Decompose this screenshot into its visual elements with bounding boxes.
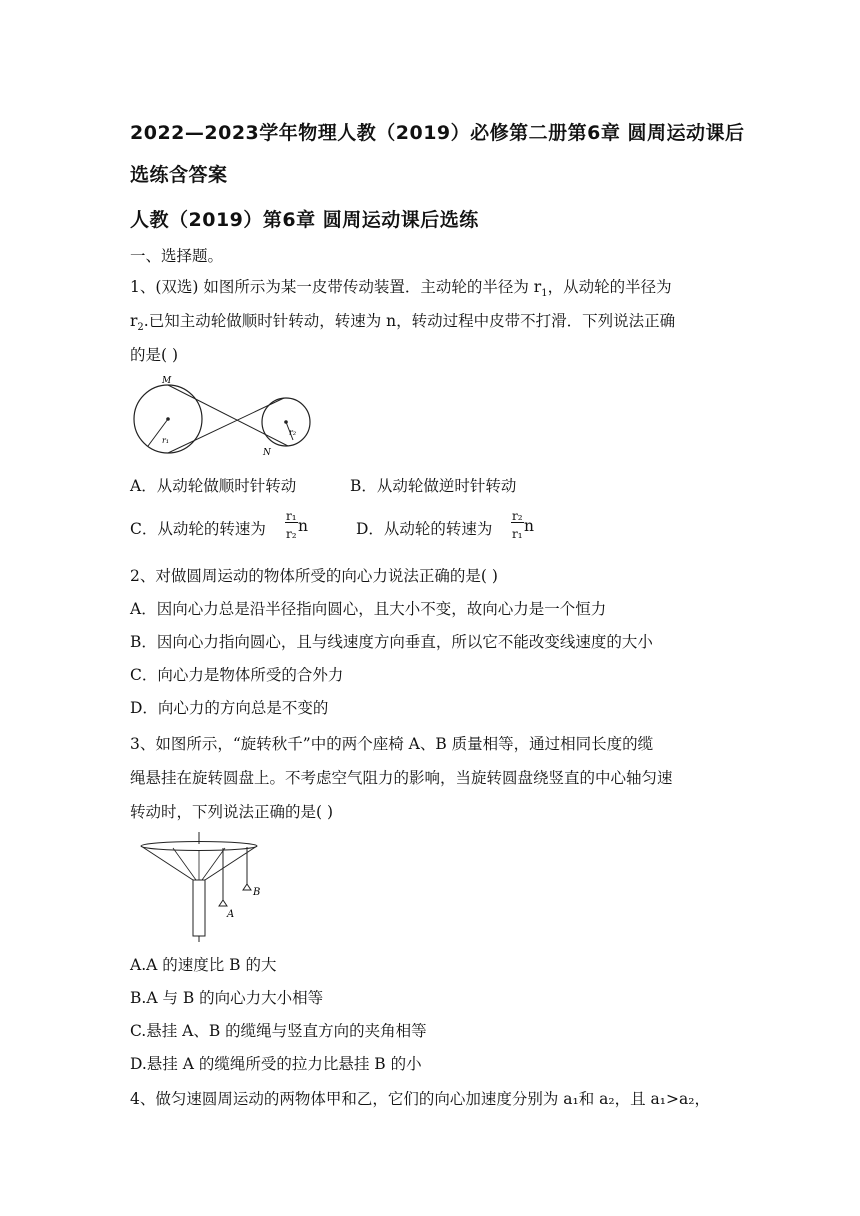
label-N: N: [263, 448, 271, 458]
q1-line2-text: .已知主动轮做顺时针转动，转速为 n，转动过程中皮带不打滑．下列说法正确: [143, 312, 676, 330]
q1-option-c-numerator: r₁: [286, 509, 297, 523]
q1-line2-head: r: [130, 312, 138, 330]
label-B: B: [253, 887, 261, 898]
q1-option-b: B．从动轮做逆时针转动: [350, 477, 517, 495]
funnel-left: [141, 846, 193, 880]
q3-stem-line2: 绳悬挂在旋转圆盘上。不考虑空气阻力的影响，当旋转圆盘绕竖直的中心轴匀速: [130, 769, 673, 787]
q4-stem-line1: 4、做匀速圆周运动的两物体甲和乙，它们的向心加速度分别为 a₁和 a₂，且 a₁>a₂，: [130, 1090, 710, 1108]
q3-stem-line1: 3、如图所示，“旋转秋千”中的两个座椅 A、B 质量相等，通过相同长度的缆: [130, 735, 654, 753]
q3-option-b: B.A 与 B 的向心力大小相等: [130, 989, 324, 1007]
q3-option-d: D.悬挂 A 的缆绳所受的拉力比悬挂 B 的小: [130, 1055, 422, 1073]
section-heading: 一、选择题。: [130, 247, 224, 265]
spoke-1: [173, 848, 196, 880]
q3-stem-line3: 转动时，下列说法正确的是( ): [130, 803, 334, 821]
q2-option-d: D．向心力的方向总是不变的: [130, 699, 329, 717]
q1-option-d-fraction: [511, 510, 524, 540]
q2-stem: 2、对做圆周运动的物体所受的向心力说法正确的是( ): [130, 567, 498, 585]
document-title-line2: 选练含答案: [130, 164, 228, 186]
q1-option-c-fraction: [285, 510, 298, 540]
center-pole: [193, 880, 205, 936]
label-A: A: [227, 909, 235, 920]
q1-stem-line1: [130, 275, 672, 299]
q1-option-c: C．从动轮的转速为: [130, 520, 266, 538]
q2-option-a: A．因向心力总是沿半径指向圆心，且大小不变，故向心力是一个恒力: [130, 600, 607, 618]
q1-option-d-denominator: r₁: [512, 527, 523, 541]
q2-option-b: B．因向心力指向圆心，且与线速度方向垂直，所以它不能改变线速度的大小: [130, 633, 653, 651]
q1-option-d: D．从动轮的转速为: [356, 520, 493, 538]
q1-option-c-denominator: r₂: [286, 527, 297, 541]
q1-option-d-numerator: r₂: [512, 509, 523, 523]
spoke-2: [202, 848, 225, 880]
rotating-swing-figure: [128, 832, 278, 944]
q1-option-d-n: n: [524, 517, 534, 535]
belt-line-2: [168, 398, 284, 453]
seat-a: [219, 900, 227, 906]
belt-drive-figure: [128, 374, 328, 460]
q1-line1-sub: 1: [541, 288, 548, 300]
q3-option-c: C.悬挂 A、B 的缆绳与竖直方向的夹角相等: [130, 1022, 427, 1040]
seat-b: [243, 884, 251, 890]
document-title-line1: 2022—2023学年物理人教（2019）必修第二册第6章 圆周运动课后: [130, 122, 745, 144]
q1-option-c-n: n: [298, 517, 308, 535]
q3-option-a: A.A 的速度比 B 的大: [130, 956, 277, 974]
q1-option-a: A．从动轮做顺时针转动: [130, 477, 297, 495]
funnel-right: [205, 846, 257, 880]
q1-line1-tail: ，从动轮的半径为: [547, 278, 672, 296]
label-r1: r₁: [162, 436, 170, 445]
q1-stem-line3: 的是( ): [130, 346, 179, 364]
q1-line1-text: 1、(双选) 如图所示为某一皮带传动装置．主动轮的半径为 r: [130, 278, 542, 296]
belt-line-1: [168, 385, 288, 446]
document-subtitle: 人教（2019）第6章 圆周运动课后选练: [130, 209, 479, 231]
label-r2: r₂: [289, 428, 297, 437]
label-M: M: [162, 376, 172, 386]
q1-stem-line2: [130, 309, 675, 333]
q1-line2-sub: 2: [137, 322, 144, 334]
q2-option-c: C．向心力是物体所受的合外力: [130, 666, 344, 684]
